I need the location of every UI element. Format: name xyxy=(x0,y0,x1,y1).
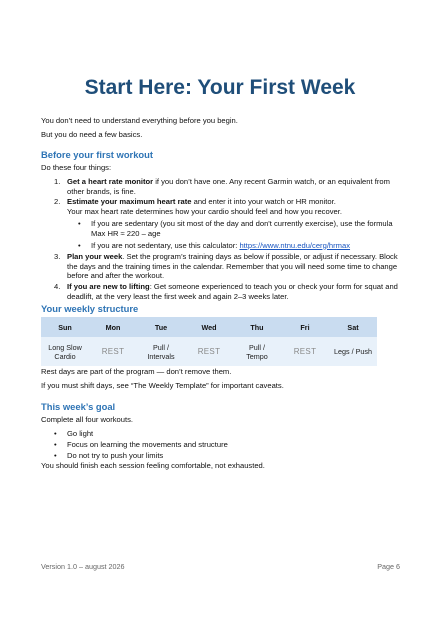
steps-list xyxy=(41,177,401,302)
sub-item-text: If you are sedentary (you sit most of the day and don't currently exercise), use the formula Max HR ≈ 220 – age xyxy=(91,219,393,238)
intro-line-2: But you do need a few basics. xyxy=(41,130,143,139)
cell-text: Intervals xyxy=(147,351,175,361)
hrmax-calculator-link[interactable]: https://www.ntnu.edu/cerg/hrmax xyxy=(239,240,351,250)
schedule-cell xyxy=(89,337,137,366)
table-row xyxy=(41,337,377,366)
sub-item-text: If you are not sedentary, use this calculator: xyxy=(91,240,240,250)
schedule-cell xyxy=(41,337,89,366)
section-heading-week-goal: This week’s goal xyxy=(41,401,116,412)
day-header: Sun xyxy=(41,317,89,337)
cell-text: REST xyxy=(197,347,221,356)
step-text: . Set the program’s training days as below if possible, or adjust if necessary. Block the days and the training times in the calendar. Remember that you will need some time to change before and after the workout. xyxy=(67,252,398,281)
list-item xyxy=(67,219,401,238)
cell-text: Pull / xyxy=(249,342,265,352)
schedule-cell xyxy=(233,337,281,366)
table-header-row xyxy=(41,317,377,337)
bullet-icon: • xyxy=(54,451,57,460)
section-heading-weekly-structure: Your weekly structure xyxy=(41,303,139,314)
day-header: Tue xyxy=(137,317,185,337)
goal-list xyxy=(41,428,228,461)
bullet-icon: • xyxy=(78,240,81,250)
cell-text: Pull / xyxy=(153,342,169,352)
section-lead: Do these four things: xyxy=(41,163,112,172)
goal-lead: Complete all four workouts. xyxy=(41,415,134,424)
schedule-cell xyxy=(281,337,329,366)
intro-line-1: You don’t need to understand everything before you begin. xyxy=(41,116,238,125)
sub-list xyxy=(67,219,401,250)
cell-text: REST xyxy=(101,347,125,356)
cell-text: Long Slow xyxy=(48,342,82,352)
step-number: 1. xyxy=(54,177,61,186)
list-item xyxy=(41,439,228,450)
schedule-note-2: If you must shift days, see “The Weekly Template” for important caveats. xyxy=(41,381,284,390)
step-number: 4. xyxy=(54,281,61,291)
schedule-note-1: Rest days are part of the program — don’t remove them. xyxy=(41,367,232,376)
list-item xyxy=(41,282,401,301)
day-header: Fri xyxy=(281,317,329,337)
list-item xyxy=(41,450,228,461)
day-header: Sat xyxy=(329,317,377,337)
step-number: 2. xyxy=(54,197,61,207)
step-text: and enter it into your watch or HR monitor. xyxy=(191,197,336,207)
step-title: Plan your week xyxy=(67,252,123,262)
step-title: Get a heart rate monitor xyxy=(67,177,154,186)
cell-text: Tempo xyxy=(246,351,268,361)
goal-item-text: Do not try to push your limits xyxy=(67,451,164,460)
list-item xyxy=(41,252,401,281)
step-title: Estimate your maximum heart rate xyxy=(67,197,192,207)
day-header: Wed xyxy=(185,317,233,337)
list-item xyxy=(67,241,401,251)
step-text: : Get someone experienced to teach you or check your form for squat and deadlift, at the very least the first week and again 2–3 weeks later. xyxy=(67,281,398,301)
step-text: Your max heart rate determines how your cardio should feel and how you recover. xyxy=(67,206,342,216)
weekly-schedule-table xyxy=(41,317,377,366)
bullet-icon: • xyxy=(54,429,57,438)
day-header: Mon xyxy=(89,317,137,337)
list-item xyxy=(41,177,401,196)
bullet-icon: • xyxy=(54,440,57,449)
footer-version: Version 1.0 – august 2026 xyxy=(41,562,125,571)
step-title: If you are new to lifting xyxy=(67,281,150,291)
day-header: Thu xyxy=(233,317,281,337)
list-item xyxy=(41,197,401,250)
page-title: Start Here: Your First Week xyxy=(84,76,356,99)
schedule-cell xyxy=(137,337,185,366)
goal-closing: You should finish each session feeling comfortable, not exhausted. xyxy=(41,461,265,470)
goal-item-text: Focus on learning the movements and structure xyxy=(67,440,228,449)
step-text: if you don’t have one. Any recent Garmin watch, or an equivalent from other brands, is fine. xyxy=(67,177,390,196)
bullet-icon: • xyxy=(78,219,81,229)
footer-page-number: Page 6 xyxy=(377,562,400,571)
section-heading-first-workout: Before your first workout xyxy=(41,149,153,160)
step-number: 3. xyxy=(54,252,61,262)
cell-text: Cardio xyxy=(54,351,76,361)
list-item xyxy=(41,428,228,439)
cell-text: REST xyxy=(293,347,317,356)
schedule-cell xyxy=(329,337,377,366)
schedule-cell xyxy=(185,337,233,366)
goal-item-text: Go light xyxy=(67,429,94,438)
cell-text: Legs / Push xyxy=(334,347,372,356)
